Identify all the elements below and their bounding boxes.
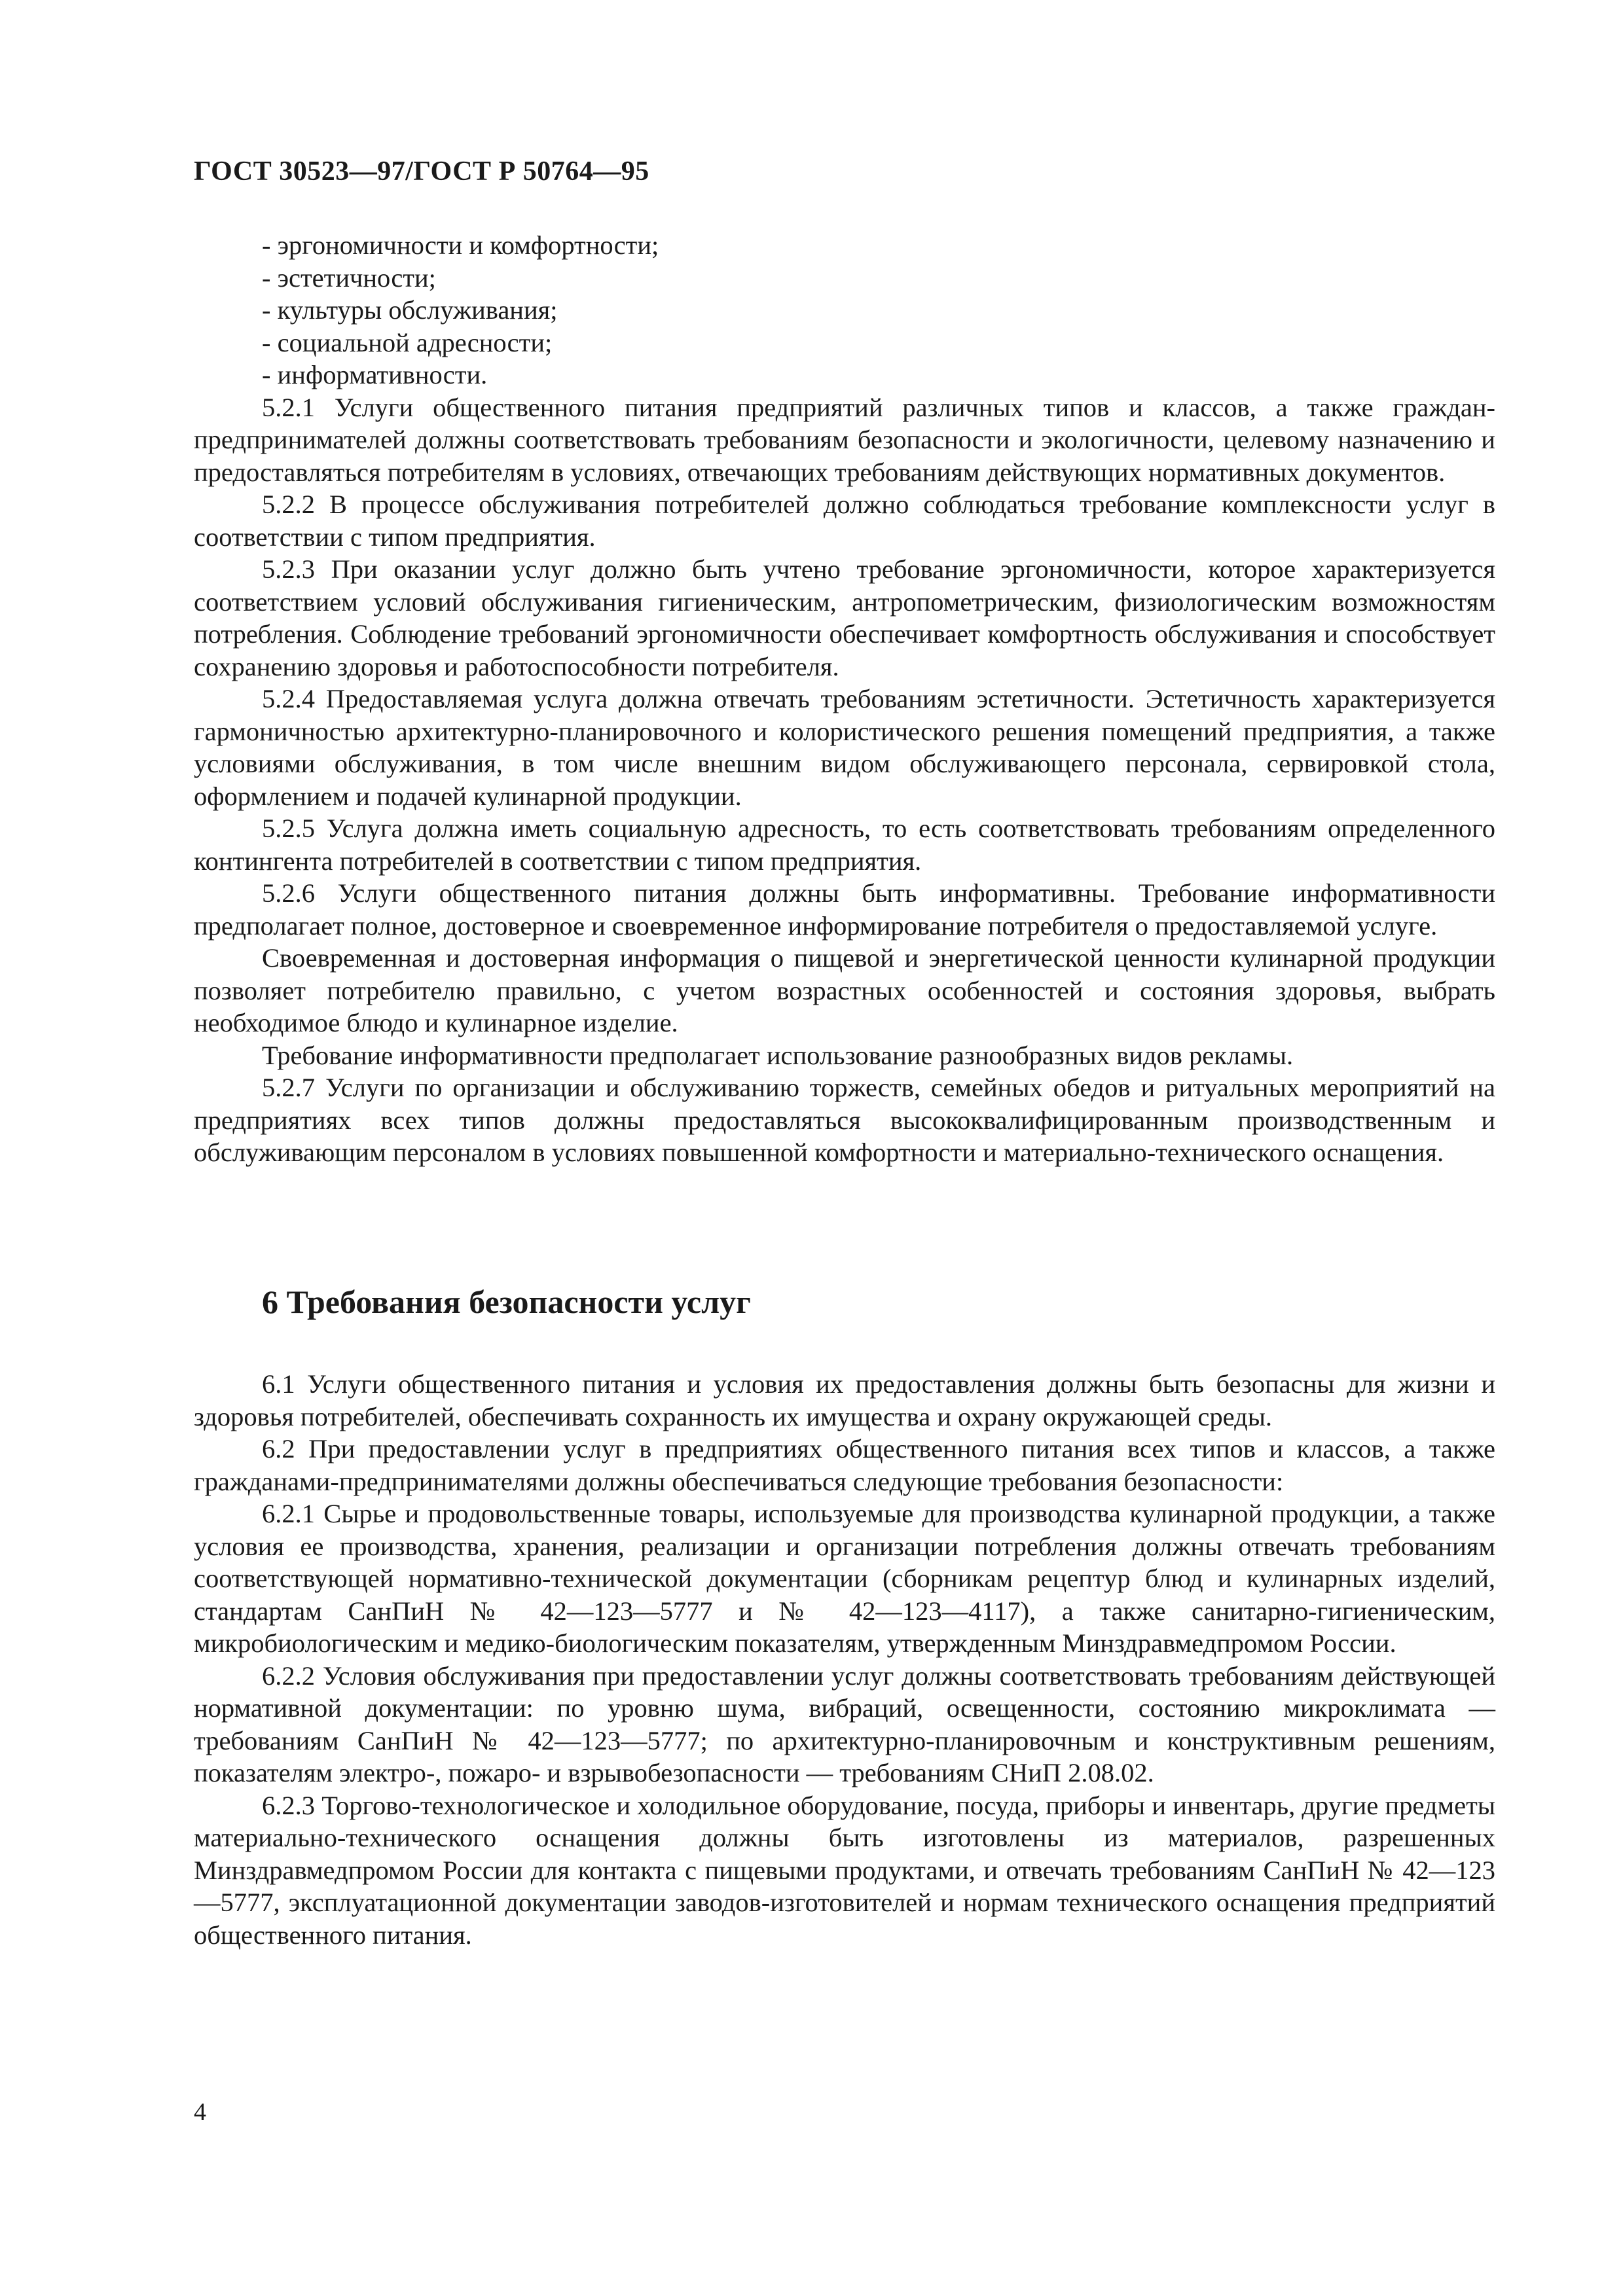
paragraph-5-2-2: 5.2.2 В процессе обслуживания потребителей должно соблюдаться требование комплексности услуг в соответствии с типом предприятия. [194,490,1495,552]
paragraph-6-2-3: 6.2.3 Торгово-технологическое и холодильное оборудование, посуда, приборы и инвентарь, другие предметы материально-технического оснащения должны быть изготовлены из материалов, разрешенных Минздравмедпромом России для контакта с пищевыми продуктами, и отвечать требованиям СанПиН № 42—123—5777, эксплуатационной документации заводов-изготовителей и нормам технического оснащения предприятий общественного питания. [194,1790,1495,1950]
paragraph-5-2-3: 5.2.3 При оказании услуг должно быть учтено требование эргономичности, которое характеризуется соответствием условий обслуживания гигиеническим, антропометрическим, физиологическим возможностям потребления. Соблюдение требований эргономичности обеспечивает комфортность обслуживания и способствует сохранению здоровья и работоспособности потребителя. [194,554,1495,681]
section-6-title: 6 Требования безопасности услуг [262,1283,751,1320]
paragraph-5-2-7: 5.2.7 Услуги по организации и обслуживанию торжеств, семейных обедов и ритуальных мероприятий на предприятиях всех типов должны предоставляться высококвалифицированным производственным и обслуживающим персоналом в условиях повышенной комфортности и материально-технического оснащения. [194,1073,1495,1167]
paragraph-5-2-6: 5.2.6 Услуги общественного питания должны быть информативны. Требование информативности предполагает полное, достоверное и своевременное информирование потребителя о предоставляемой услуге. [194,878,1495,941]
list-item: - культуры обслуживания; [262,295,558,325]
paragraph-6-2: 6.2 При предоставлении услуг в предприятиях общественного питания всех типов и классов, а также гражданами-предпринимателями должны обеспечиваться следующие требования безопасности: [194,1434,1495,1496]
list-item: - эстетичности; [262,262,436,293]
list-item: - социальной адресности; [262,327,553,357]
section-6-body [194,1368,1495,1951]
page-number: 4 [194,2098,206,2126]
paragraph-5-2-1: 5.2.1 Услуги общественного питания предприятий различных типов и классов, а также граждан-предпринимателей должны соответствовать требованиям безопасности и экологичности, целевому назначению и предоставляться потребителям в условиях, отвечающих требованиям действующих нормативных документов. [194,392,1495,487]
paragraph-information: Своевременная и достоверная информация о пищевой и энергетической ценности кулинарной продукции позволяет потребителю правильно, с учетом возрастных особенностей и состояния здоровья, выбрать необходимое блюдо и кулинарное изделие. [194,943,1495,1037]
document-header: ГОСТ 30523—97/ГОСТ Р 50764—95 [194,156,649,187]
list-item: - информативности. [262,360,488,389]
paragraph-advertising: Требование информативности предполагает использование разнообразных видов рекламы. [262,1040,1294,1070]
paragraph-6-2-2: 6.2.2 Условия обслуживания при предоставлении услуг должны соответствовать требованиям действующей нормативной документации: по уровню шума, вибраций, освещенности, состоянию микроклимата — требованиям СанПиН № 42—123—5777; по архитектурно-планировочным и конструктивным решениям, показателям электро-, пожаро- и взрывобезопасности — требованиям СНиП 2.08.02. [194,1660,1495,1787]
paragraph-5-2-4: 5.2.4 Предоставляемая услуга должна отвечать требованиям эстетичности. Эстетичность характеризуется гармоничностью архитектурно-планировочного и колористического решения помещений предприятия, а также условиями обслуживания, в том числе внешним видом обслуживающего персонала, сервировкой стола, оформлением и подачей кулинарной продукции. [194,684,1495,811]
paragraph-6-2-1: 6.2.1 Сырье и продовольственные товары, используемые для производства кулинарной продукции, а также условия ее производства, хранения, реализации и организации потребления должны отвечать требованиям соответствующей нормативно-технической документации (сборникам рецептур блюд и кулинарных изделий, стандартам СанПиН № 42—123—5777 и № 42—123—4117), а также санитарно-гигиеническим, микробиологическим и медико-биологическим показателям, утвержденным Минздравмедпромом России. [194,1499,1495,1658]
paragraph-5-2-5: 5.2.5 Услуга должна иметь социальную адресность, то есть соответствовать требованиям определенного контингента потребителей в соответствии с типом предприятия. [194,814,1495,876]
section-5-body [194,229,1495,1169]
paragraph-6-1: 6.1 Услуги общественного питания и условия их предоставления должны быть безопасны для жизни и здоровья потребителей, обеспечивать сохранность их имущества и охрану окружающей среды. [194,1369,1495,1431]
list-item: - эргономичности и комфортности; [262,230,659,260]
